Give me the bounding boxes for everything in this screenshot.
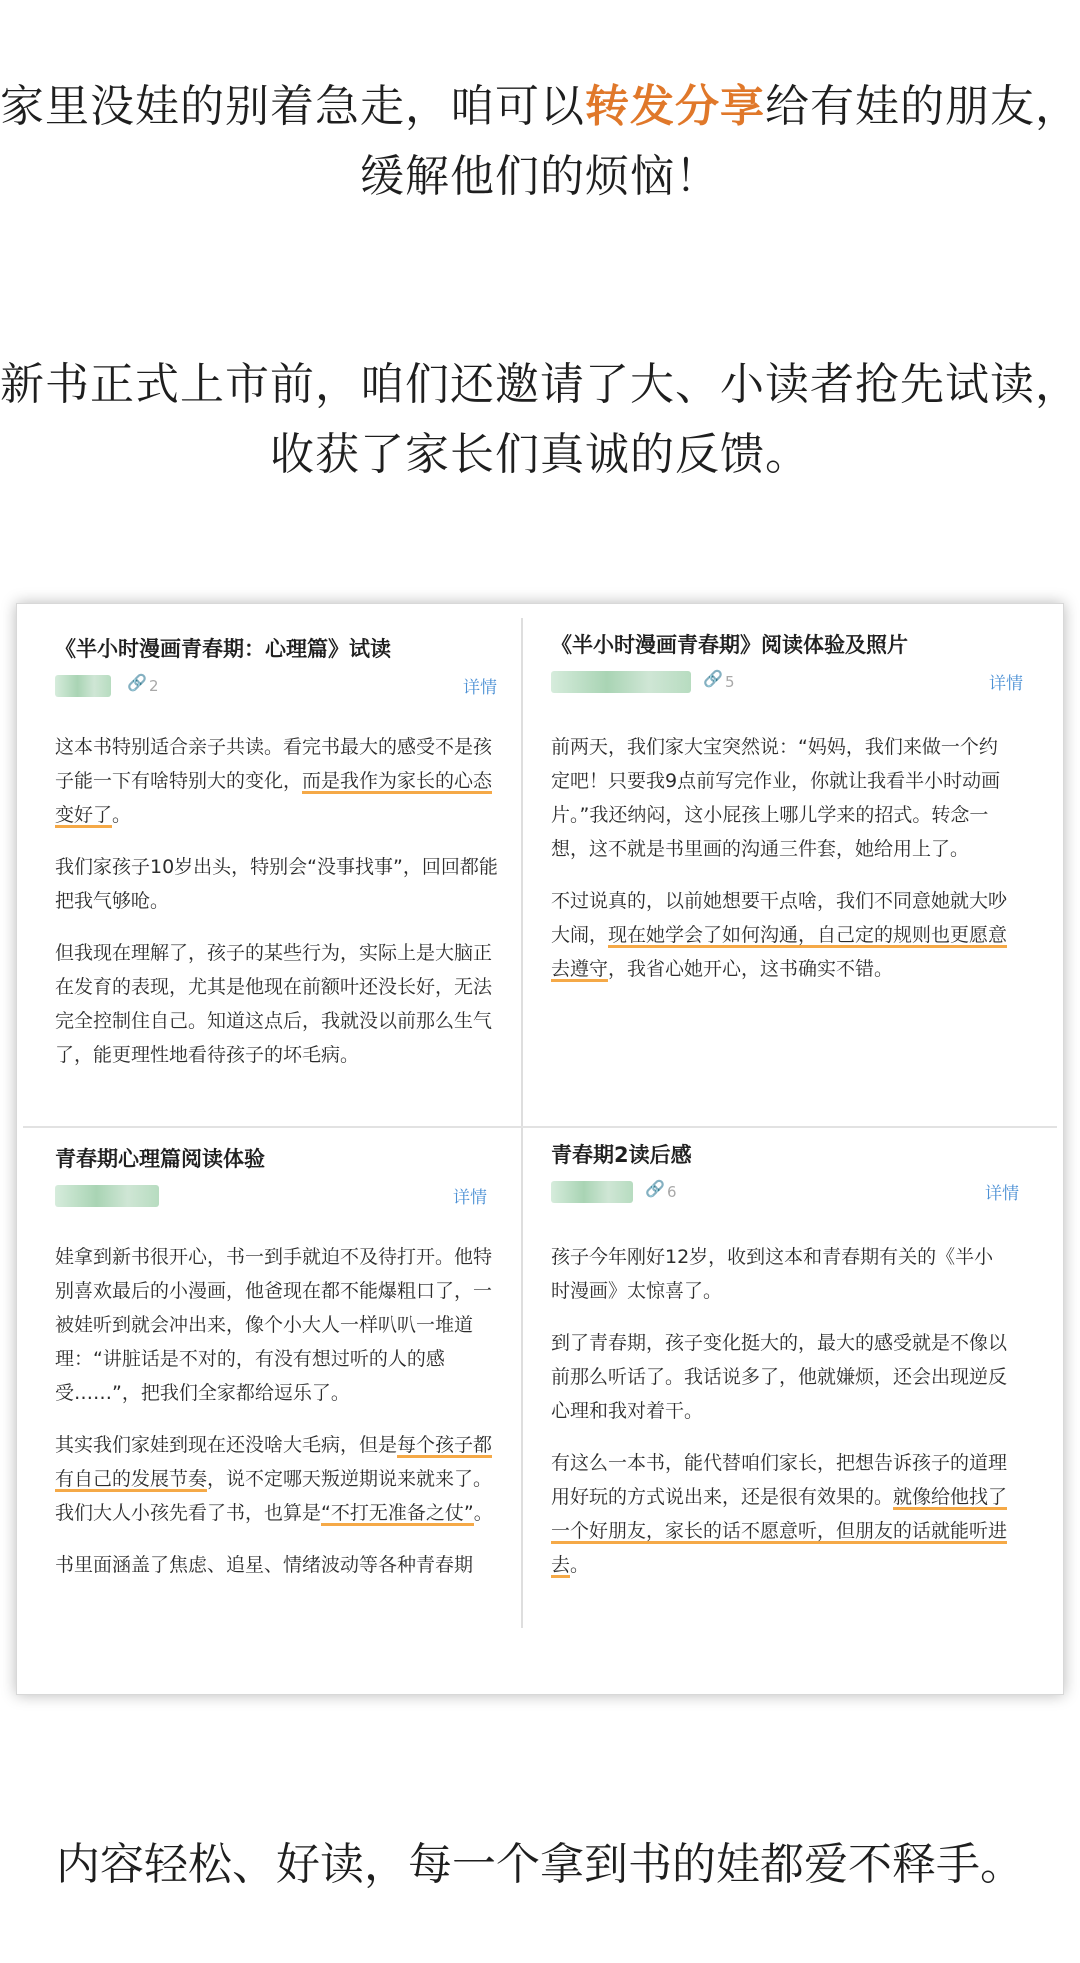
paperclip-icon: 🔗 (645, 1179, 665, 1198)
intro-block-1 (0, 72, 1080, 212)
detail-link[interactable]: 详情 (453, 1188, 487, 1208)
blurred-author (55, 675, 111, 697)
attachment-count: 6 (667, 1183, 677, 1201)
highlighted-quote: 每个孩子都有自己的发展节奏 (55, 1434, 493, 1490)
review-card-3 (55, 1144, 495, 1634)
card-meta (55, 670, 505, 700)
review-text: 。 (473, 1502, 493, 1524)
attachment-count: 2 (149, 677, 159, 695)
review-card-2 (551, 630, 1023, 1004)
review-text: 。 (112, 804, 132, 826)
highlighted-quote: 而是我作为家长的心态变好了 (55, 770, 493, 826)
review-paragraph (55, 730, 505, 832)
review-text: 不过说真的，以前她想要干点啥，我们不同意她就大吵大闹， (551, 890, 1008, 946)
card-meta (551, 1176, 1019, 1206)
intro-text: 给有娃的朋友， (765, 81, 1080, 132)
card-meta (55, 1180, 495, 1210)
review-text: 有这么一本书，能代替咱们家长，把想告诉孩子的道理用好玩的方式说出来，还是很有效果的。 (551, 1452, 1008, 1508)
review-paragraph: 我们家孩子10岁出头，特别会“没事找事”，回回都能把我气够呛。 (55, 856, 498, 912)
review-paragraph: 孩子今年刚好12岁，收到这本和青春期有关的《半小时漫画》太惊喜了。 (551, 1246, 994, 1302)
review-paragraph: 娃拿到新书很开心，书一到手就迫不及待打开。他特别喜欢最后的小漫画，他爸现在都不能爆粗口了，一被娃听到就会冲出来，像个小大人一样叭叭一堆道理：“讲脏话是不对的，有没有想过听的人的感受……”，把我们全家都给逗乐了。 (55, 1246, 493, 1404)
vertical-divider (521, 618, 523, 1628)
blurred-author (551, 671, 691, 693)
intro-line-4: 收获了家长们真诚的反馈。 (270, 429, 810, 480)
outro-text: 内容轻松、好读，每一个拿到书的娃都爱不释手。 (56, 1839, 1024, 1890)
review-text: ，我省心她开心，这书确实不错。 (608, 958, 894, 980)
intro-text: 家里没娃的别着急走，咱可以 (0, 81, 585, 132)
paperclip-icon: 🔗 (703, 669, 723, 688)
detail-link[interactable]: 详情 (985, 1184, 1019, 1204)
intro-block-2 (0, 350, 1080, 490)
intro-highlight: 转发分享 (585, 81, 765, 132)
review-paragraph: 书里面涵盖了焦虑、追星、情绪波动等各种青春期 (55, 1554, 474, 1576)
blurred-author (551, 1181, 633, 1203)
review-card-4 (551, 1140, 1019, 1600)
card-meta (551, 666, 1023, 696)
card-title: 青春期2读后感 (551, 1143, 692, 1167)
intro-line-1 (0, 72, 1080, 142)
review-text: 其实我们家娃到现在还没啥大毛病，但是 (55, 1434, 398, 1456)
review-panel (16, 603, 1064, 1695)
intro-line-2: 缓解他们的烦恼！ (360, 151, 720, 202)
paperclip-icon: 🔗 (127, 673, 147, 692)
highlighted-quote: “不打无准备之仗” (321, 1502, 474, 1524)
review-paragraph (55, 1428, 495, 1530)
detail-link[interactable]: 详情 (463, 678, 497, 698)
review-paragraph (551, 884, 1013, 986)
highlighted-quote: 现在她学会了如何沟通，自己定的规则也更愿意去遵守 (551, 924, 1008, 980)
review-text: ，说不定哪天叛逆期说来就来了。我们大人小孩先看了书，也算是 (55, 1468, 493, 1524)
review-text: 。 (570, 1554, 590, 1576)
review-paragraph: 但我现在理解了，孩子的某些行为，实际上是大脑正在发育的表现，尤其是他现在前额叶还没长好，无法完全控制住自己。知道这点后，我就没以前那么生气了，能更理性地看待孩子的坏毛病。 (55, 942, 493, 1066)
horizontal-divider (23, 1126, 1057, 1128)
review-paragraph (551, 1446, 1011, 1582)
review-text: 这本书特别适合亲子共读。看完书最大的感受不是孩子能一下有啥特别大的变化， (55, 736, 493, 792)
review-paragraph: 前两天，我们家大宝突然说：“妈妈，我们来做一个约定吧！只要我9点前写完作业，你就让我看半小时动画片。”我还纳闷，这小屁孩上哪儿学来的招式。转念一想，这不就是书里画的沟通三件套，她给用上了。 (551, 736, 1001, 860)
review-card-1 (55, 634, 505, 1090)
card-title: 《半小时漫画青春期》阅读体验及照片 (551, 633, 908, 657)
blurred-author (55, 1185, 159, 1207)
card-title: 《半小时漫画青春期：心理篇》试读 (55, 637, 391, 661)
attachment-count: 5 (725, 673, 735, 691)
detail-link[interactable]: 详情 (989, 674, 1023, 694)
intro-line-3: 新书正式上市前，咱们还邀请了大、小读者抢先试读， (0, 359, 1080, 410)
review-paragraph: 到了青春期，孩子变化挺大的，最大的感受就是不像以前那么听话了。我话说多了，他就嫌烦，还会出现逆反心理和我对着干。 (551, 1332, 1008, 1422)
highlighted-quote: 就像给他找了一个好朋友，家长的话不愿意听，但朋友的话就能听进去 (551, 1486, 1008, 1576)
card-title: 青春期心理篇阅读体验 (55, 1147, 265, 1171)
